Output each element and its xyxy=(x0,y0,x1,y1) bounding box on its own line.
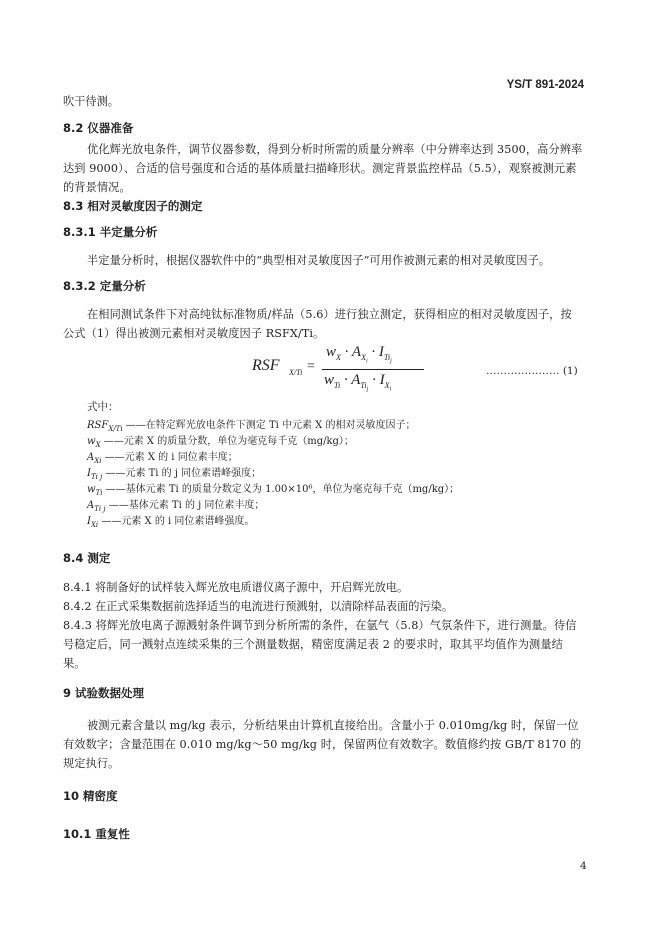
section-heading-10-1: 10.1 重复性 xyxy=(63,827,130,841)
paragraph-8-4-3: 8.4.3 将辉光放电离子源溅射条件调节到分析所需的条件，在氩气（5.8）气氛条件下，进行测量。待信号稳定后，同一溅射点连续采集的三个测量数据，精密度满足表 2 的要求时，取其平均值作为测量结果。 xyxy=(63,619,577,670)
paragraph-8-3-1: 半定量分析时，根据仪器软件中的“典型相对灵敏度因子”可用作被测元素的相对灵敏度因子。 xyxy=(87,254,551,267)
section-heading-8-2: 8.2 仪器准备 xyxy=(63,121,134,135)
definition-axi: $A_{Xi}$ ——元素 X 的 i 同位素丰度； xyxy=(87,452,238,465)
section-heading-8-3: 8.3 相对灵敏度因子的测定 xyxy=(63,199,203,213)
definition-wx: $w_X$ ——元素 X 的质量分数，单位为毫克每千克（mg/kg）； xyxy=(87,436,354,449)
page-number: 4 xyxy=(580,860,587,872)
section-heading-9: 9 试验数据处理 xyxy=(63,686,145,700)
definition-ixi: $I_{Xi}$ ——元素 X 的 i 同位素谱峰强度。 xyxy=(87,516,255,529)
section-heading-8-3-1: 8.3.1 半定量分析 xyxy=(63,225,158,239)
section-heading-8-4: 8.4 测定 xyxy=(63,551,111,565)
paragraph-8-3-2: 在相同测试条件下对高纯钛标准物质/样品（5.6）进行独立测定，获得相应的相对灵敏度因子，按公式（1）得出被测元素相对灵敏度因子 RSFX/Ti。 xyxy=(63,308,572,340)
formula-rsf: RSF X/Ti = $w_X \cdot A_{X_i} \cdot I_{Ti_j}$ $w_{Ti} \cdot A_{Ti_j} \cdot I_{X_i}$ xyxy=(252,344,472,400)
section-heading-8-3-2: 8.3.2 定量分析 xyxy=(63,279,146,293)
definition-rsf: $RSF_{X/Ti}$ ——在特定辉光放电条件下测定 Ti 中元素 X 的相对灵敏度因子； xyxy=(87,420,416,433)
paragraph-8-2: 优化辉光放电条件，调节仪器参数，得到分析时所需的质量分辨率（中分辨率达到 3500，高分辨率达到 9000）、合适的信号强度和合适的基体质量扫描峰形状。测定背景监控样品（5.5），观察被测元素的背景情况。 xyxy=(63,143,583,194)
text-line: 吹干待测。 xyxy=(63,95,119,108)
paragraph-8-4-1: 8.4.1 将制备好的试样装入辉光放电质谱仪离子源中，开启辉光放电。 xyxy=(63,581,409,594)
where-label: 式中： xyxy=(87,401,119,413)
paragraph-8-4-2: 8.4.2 在正式采集数据前选择适当的电流进行预溅射，以清除样品表面的污染。 xyxy=(63,600,454,613)
definition-itij: $I_{Ti j}$ ——元素 Ti 的 j 同位素谱峰强度； xyxy=(87,468,262,481)
definition-wti: $w_{Ti}$ ——基体元素 Ti 的质量分数定义为 1.00×10⁶，单位为毫克每千克（mg/kg）； xyxy=(87,484,460,497)
equation-number: ………………… (1) xyxy=(486,365,578,377)
standard-code: YS/T 891-2024 xyxy=(506,79,584,91)
definition-atij: $A_{Ti j}$ ——基体元素 Ti 的 j 同位素丰度； xyxy=(87,500,265,513)
section-heading-10: 10 精密度 xyxy=(63,789,118,803)
paragraph-9: 被测元素含量以 mg/kg 表示，分析结果由计算机直接给出。含量小于 0.010mg/kg 时，保留一位有效数字；含量范围在 0.010 mg/kg～50 mg/kg 时，保留两位有效数字。数值修约按 GB/T 8170 的规定执行。 xyxy=(63,719,582,770)
